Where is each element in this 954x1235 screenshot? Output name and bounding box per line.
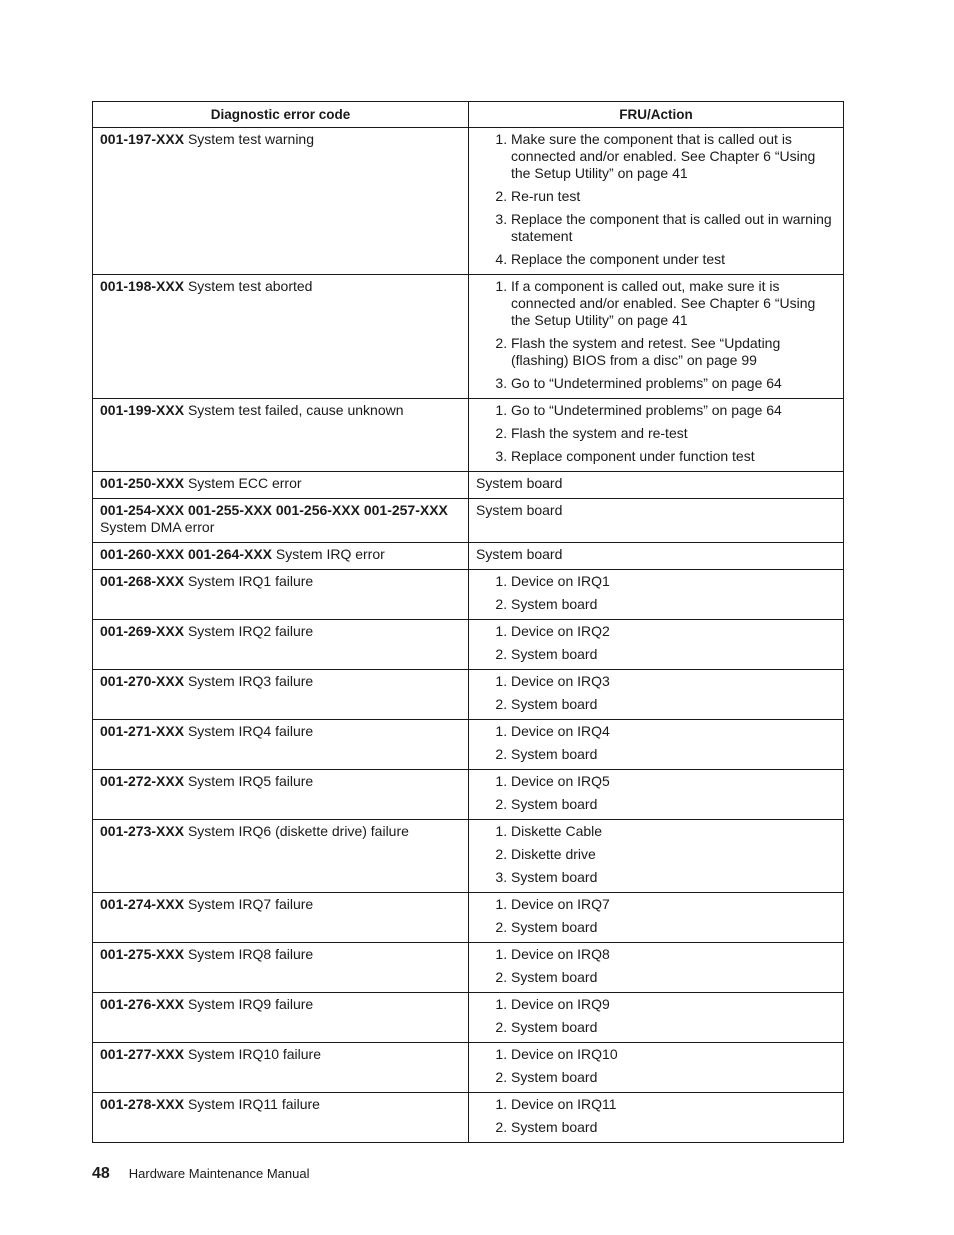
error-description: System test aborted [187,278,313,294]
table-row [93,570,844,620]
action-step: 3. Replace the component that is called out in warning statement [511,211,836,245]
table-row [93,770,844,820]
error-code: 001-274-XXX [100,896,185,912]
error-description: System test warning [187,131,315,147]
manual-title: Hardware Maintenance Manual [128,1166,310,1181]
fru-action-cell [469,670,844,720]
error-description: System IRQ2 failure [187,623,314,639]
table-row [93,820,844,893]
action-step: 2. System board [511,796,836,813]
action-step: 2. Diskette drive [511,846,836,863]
action-step: 1. Go to “Undetermined problems” on page 64 [511,402,836,419]
error-code-cell [93,499,469,543]
table-row [93,275,844,399]
error-description: System IRQ6 (diskette drive) failure [187,823,409,839]
error-code-cell [93,770,469,820]
page-footer [92,1165,309,1183]
error-code: 001-270-XXX [100,673,185,689]
action-list [476,773,836,813]
column-header-error-code: Diagnostic error code [93,102,469,128]
fru-action-cell [469,620,844,670]
error-description: System IRQ1 failure [187,573,314,589]
fru-action-cell [469,1043,844,1093]
error-code-cell [93,893,469,943]
action-step: 1. Device on IRQ10 [511,1046,836,1063]
action-step: 2. Re-run test [511,188,836,205]
fru-action-cell [469,275,844,399]
table-row [93,1043,844,1093]
table-row [93,472,844,499]
fru-action-cell [469,943,844,993]
action-list [476,673,836,713]
error-description: System IRQ7 failure [187,896,314,912]
page-number: 48 [92,1165,110,1182]
fru-action-cell [469,720,844,770]
action-text: System board [476,546,563,562]
error-description: System IRQ4 failure [187,723,314,739]
fru-action-cell [469,820,844,893]
action-step: 2. System board [511,596,836,613]
table-row [93,620,844,670]
error-code: 001-272-XXX [100,773,185,789]
error-description: System IRQ9 failure [187,996,314,1012]
table-row [93,943,844,993]
action-list [476,946,836,986]
action-step: 2. System board [511,646,836,663]
table-row [93,399,844,472]
action-list [476,996,836,1036]
table-row [93,128,844,275]
table-header-row [93,102,844,128]
table-row [93,499,844,543]
error-description: System ECC error [187,475,302,491]
action-step: 1. Make sure the component that is called out is connected and/or enabled. See Chapter 6 “Using the Setup Utility” on page 41 [511,131,836,182]
fru-action-cell [469,1093,844,1143]
action-list [476,573,836,613]
table-row [93,893,844,943]
error-code-cell [93,670,469,720]
error-code: 001-254-XXX 001-255-XXX 001-256-XXX 001-257-XXX [100,502,448,518]
error-description: System IRQ error [275,546,385,562]
error-code: 001-277-XXX [100,1046,185,1062]
action-list [476,278,836,392]
action-step: 1. Device on IRQ1 [511,573,836,590]
table-row [93,720,844,770]
error-code: 001-271-XXX [100,723,185,739]
error-code-cell [93,570,469,620]
action-list [476,131,836,268]
error-code: 001-273-XXX [100,823,185,839]
fru-action-cell [469,543,844,570]
action-step: 2. System board [511,969,836,986]
error-code: 001-275-XXX [100,946,185,962]
action-list [476,896,836,936]
action-list [476,1046,836,1086]
action-text: System board [476,475,563,491]
action-step: 3. Go to “Undetermined problems” on page 64 [511,375,836,392]
error-code-cell [93,1093,469,1143]
error-description: System IRQ3 failure [187,673,314,689]
action-list [476,623,836,663]
error-code: 001-268-XXX [100,573,185,589]
error-code: 001-197-XXX [100,131,185,147]
action-step: 1. Device on IRQ8 [511,946,836,963]
action-step: 1. Device on IRQ11 [511,1096,836,1113]
error-code-cell [93,128,469,275]
error-description: System IRQ8 failure [187,946,314,962]
error-description: System DMA error [100,519,215,535]
fru-action-cell [469,893,844,943]
error-description: System IRQ11 failure [187,1096,320,1112]
action-step: 1. Device on IRQ4 [511,723,836,740]
error-code: 001-278-XXX [100,1096,185,1112]
action-step: 1. Diskette Cable [511,823,836,840]
action-step: 1. Device on IRQ5 [511,773,836,790]
action-list [476,402,836,465]
action-list [476,723,836,763]
action-list [476,1096,836,1136]
action-step: 1. Device on IRQ2 [511,623,836,640]
action-step: 1. Device on IRQ7 [511,896,836,913]
action-step: 2. System board [511,696,836,713]
fru-action-cell [469,570,844,620]
action-step: 2. Flash the system and retest. See “Updating (flashing) BIOS from a disc” on page 99 [511,335,836,369]
column-header-fru-action: FRU/Action [469,102,844,128]
error-code-cell [93,543,469,570]
action-step: 2. System board [511,746,836,763]
action-step: 2. System board [511,1119,836,1136]
table-row [93,1093,844,1143]
action-step: 3. System board [511,869,836,886]
error-description: System test failed, cause unknown [187,402,404,418]
error-code-cell [93,943,469,993]
error-description: System IRQ10 failure [187,1046,322,1062]
action-step: 2. System board [511,919,836,936]
fru-action-cell [469,993,844,1043]
action-step: 1. Device on IRQ3 [511,673,836,690]
action-step: 2. Flash the system and re-test [511,425,836,442]
action-text: System board [476,502,563,518]
error-code-cell [93,1043,469,1093]
action-step: 4. Replace the component under test [511,251,836,268]
error-code-cell [93,399,469,472]
error-code: 001-260-XXX 001-264-XXX [100,546,272,562]
fru-action-cell [469,472,844,499]
error-code-cell [93,275,469,399]
error-code: 001-198-XXX [100,278,185,294]
action-step: 3. Replace component under function test [511,448,836,465]
error-code: 001-276-XXX [100,996,185,1012]
fru-action-cell [469,770,844,820]
action-step: 1. If a component is called out, make sure it is connected and/or enabled. See Chapter 6 “Using the Setup Utility” on page 41 [511,278,836,329]
error-code-cell [93,720,469,770]
action-step: 2. System board [511,1069,836,1086]
error-code: 001-199-XXX [100,402,185,418]
fru-action-cell [469,499,844,543]
error-code-cell [93,472,469,499]
action-list [476,823,836,886]
table-row [93,993,844,1043]
error-code-cell [93,993,469,1043]
error-code: 001-269-XXX [100,623,185,639]
table-row [93,543,844,570]
table-row [93,670,844,720]
action-step: 1. Device on IRQ9 [511,996,836,1013]
error-code: 001-250-XXX [100,475,185,491]
fru-action-cell [469,128,844,275]
table-body [93,128,844,1143]
error-code-cell [93,820,469,893]
diagnostic-error-table [92,101,844,1143]
error-code-cell [93,620,469,670]
action-step: 2. System board [511,1019,836,1036]
fru-action-cell [469,399,844,472]
error-description: System IRQ5 failure [187,773,314,789]
